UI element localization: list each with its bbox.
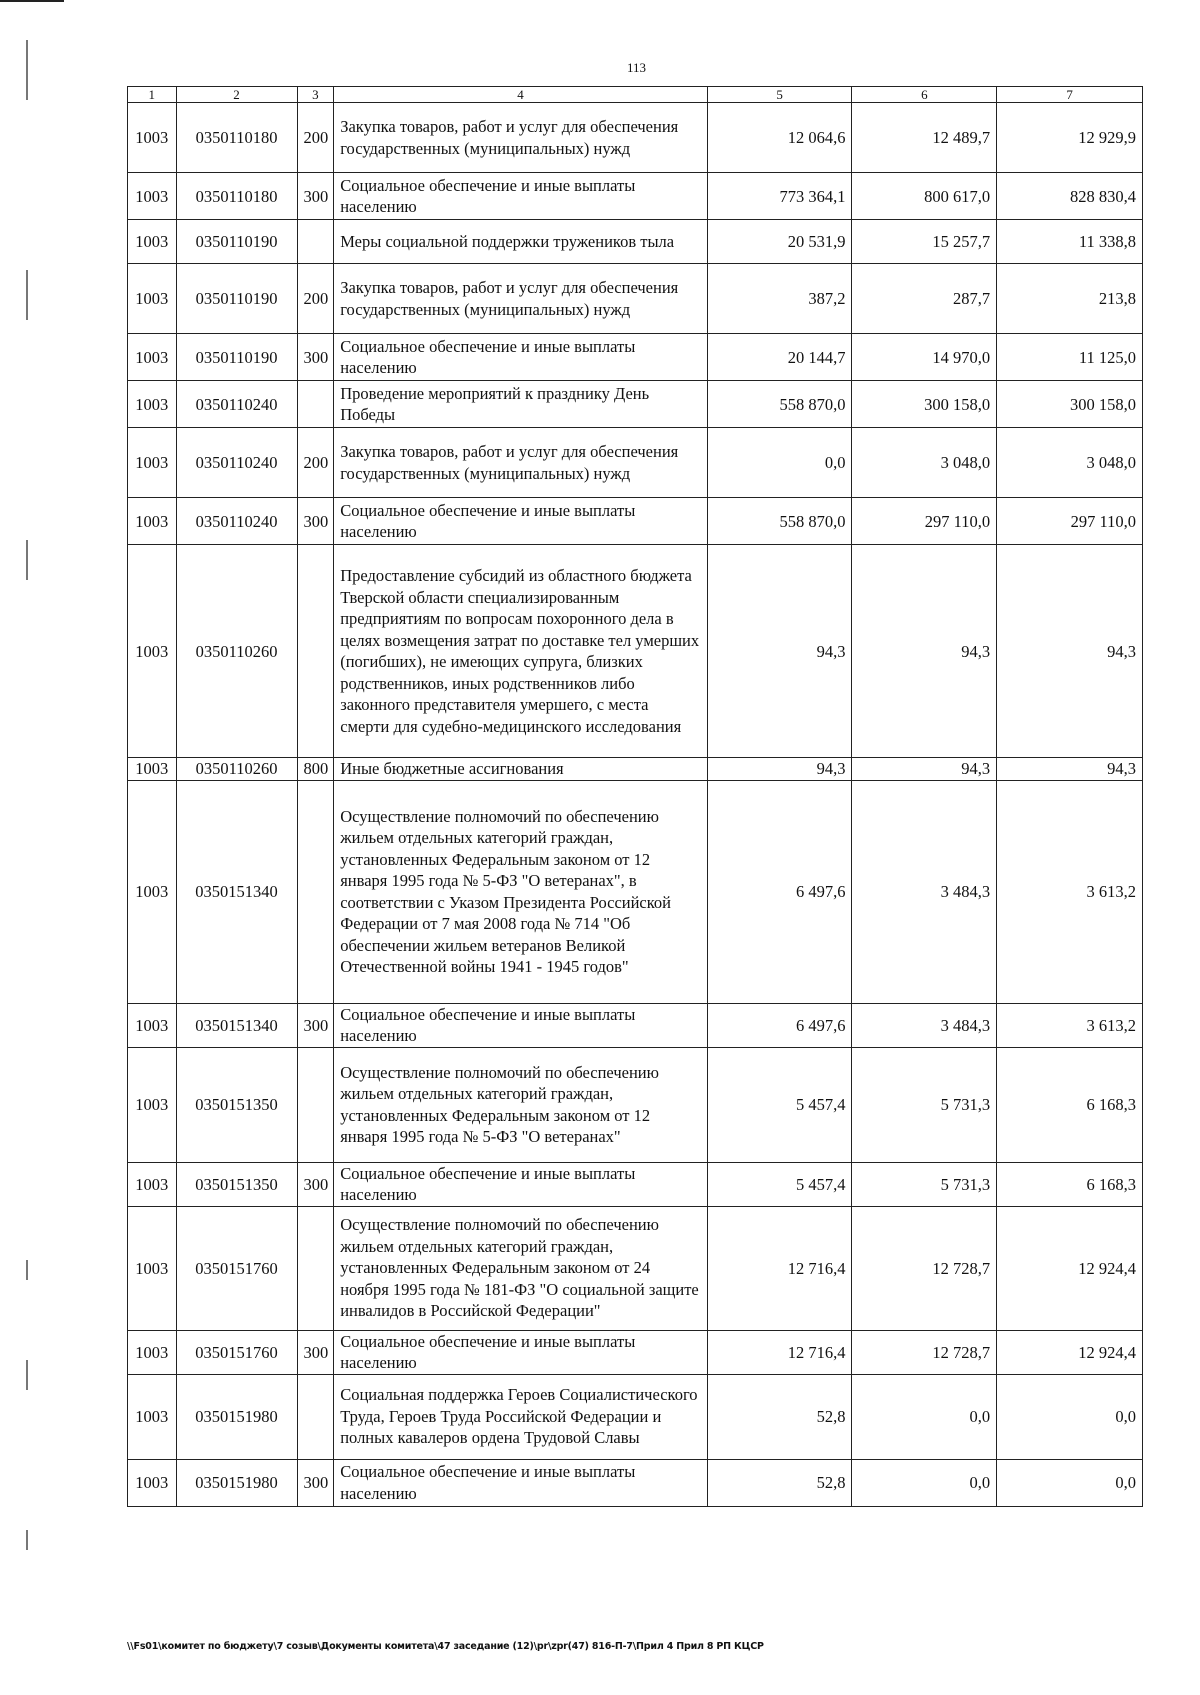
expense-type-code: 200: [297, 103, 334, 173]
header-col-4: 4: [334, 87, 708, 103]
expense-type-code: [297, 1374, 334, 1459]
amount-col-5: 387,2: [707, 264, 852, 334]
left-margin-scan-marks: [26, 30, 30, 1630]
amount-col-6: 297 110,0: [852, 498, 997, 545]
amount-col-5: 52,8: [707, 1459, 852, 1506]
expense-type-code: 300: [297, 498, 334, 545]
amount-col-7: 12 924,4: [997, 1330, 1143, 1374]
table-row: [128, 1459, 1143, 1506]
amount-col-7: 3 613,2: [997, 780, 1143, 1003]
page-number: 113: [626, 60, 647, 75]
expense-type-code: [297, 381, 334, 428]
section-code: 1003: [128, 1047, 177, 1162]
table-row: [128, 264, 1143, 334]
amount-col-5: 5 457,4: [707, 1047, 852, 1162]
item-description: Социальная поддержка Героев Социалистического Труда, Героев Труда Российской Федерации и полных кавалеров ордена Трудовой Славы: [334, 1374, 708, 1459]
item-description: Закупка товаров, работ и услуг для обеспечения государственных (муниципальных) нужд: [334, 264, 708, 334]
header-col-2: 2: [176, 87, 297, 103]
expense-type-code: 200: [297, 264, 334, 334]
top-border-line: [0, 0, 64, 2]
amount-col-7: 12 929,9: [997, 103, 1143, 173]
section-code: 1003: [128, 1330, 177, 1374]
item-description: Закупка товаров, работ и услуг для обеспечения государственных (муниципальных) нужд: [334, 428, 708, 498]
item-description: Социальное обеспечение и иные выплаты населению: [334, 498, 708, 545]
amount-col-6: 94,3: [852, 545, 997, 758]
expense-type-code: 300: [297, 1459, 334, 1506]
amount-col-6: 12 489,7: [852, 103, 997, 173]
expense-type-code: [297, 545, 334, 758]
section-code: 1003: [128, 1459, 177, 1506]
header-col-1: 1: [128, 87, 177, 103]
table-row: [128, 220, 1143, 264]
target-code: 0350110190: [176, 220, 297, 264]
item-description: Осуществление полномочий по обеспечению жильем отдельных категорий граждан, установленных Федеральным законом от 24 ноября 1995 года № 181-ФЗ "О социальной защите инвалидов в Российской Федерации": [334, 1206, 708, 1330]
expense-type-code: 800: [297, 758, 334, 781]
section-code: 1003: [128, 1162, 177, 1206]
section-code: 1003: [128, 1003, 177, 1047]
amount-col-5: 6 497,6: [707, 780, 852, 1003]
target-code: 0350110240: [176, 428, 297, 498]
amount-col-5: 558 870,0: [707, 381, 852, 428]
expense-type-code: 200: [297, 428, 334, 498]
amount-col-6: 14 970,0: [852, 334, 997, 381]
expense-type-code: [297, 220, 334, 264]
target-code: 0350110180: [176, 173, 297, 220]
section-code: 1003: [128, 334, 177, 381]
table-header: [128, 87, 1143, 103]
item-description: Меры социальной поддержки тружеников тыла: [334, 220, 708, 264]
expense-type-code: 300: [297, 1003, 334, 1047]
section-code: 1003: [128, 173, 177, 220]
section-code: 1003: [128, 780, 177, 1003]
amount-col-5: 20 144,7: [707, 334, 852, 381]
item-description: Социальное обеспечение и иные выплаты населению: [334, 1003, 708, 1047]
amount-col-7: 213,8: [997, 264, 1143, 334]
header-col-5: 5: [707, 87, 852, 103]
amount-col-7: 94,3: [997, 545, 1143, 758]
table-row: [128, 428, 1143, 498]
amount-col-6: 287,7: [852, 264, 997, 334]
item-description: Осуществление полномочий по обеспечению жильем отдельных категорий граждан, установленных Федеральным законом от 12 января 1995 года № 5-ФЗ "О ветеранах", в соответствии с Указом Президента Российской Федерации от 7 мая 2008 года № 714 "Об обеспечении жильем ветеранов Великой Отечественной войны 1941 - 1945 годов": [334, 780, 708, 1003]
amount-col-6: 3 484,3: [852, 780, 997, 1003]
table-row: [128, 334, 1143, 381]
target-code: 0350110190: [176, 334, 297, 381]
expense-type-code: 300: [297, 1330, 334, 1374]
table-row: [128, 103, 1143, 173]
amount-col-5: 94,3: [707, 758, 852, 781]
amount-col-7: 3 613,2: [997, 1003, 1143, 1047]
expense-type-code: [297, 1206, 334, 1330]
amount-col-6: 5 731,3: [852, 1162, 997, 1206]
amount-col-5: 558 870,0: [707, 498, 852, 545]
amount-col-6: 94,3: [852, 758, 997, 781]
target-code: 0350110180: [176, 103, 297, 173]
item-description: Осуществление полномочий по обеспечению жильем отдельных категорий граждан, установленных Федеральным законом от 12 января 1995 года № 5-ФЗ "О ветеранах": [334, 1047, 708, 1162]
amount-col-6: 0,0: [852, 1459, 997, 1506]
amount-col-7: 0,0: [997, 1374, 1143, 1459]
amount-col-7: 6 168,3: [997, 1047, 1143, 1162]
section-code: 1003: [128, 1374, 177, 1459]
amount-col-6: 300 158,0: [852, 381, 997, 428]
table-row: [128, 381, 1143, 428]
item-description: Социальное обеспечение и иные выплаты населению: [334, 334, 708, 381]
amount-col-7: 828 830,4: [997, 173, 1143, 220]
amount-col-7: 0,0: [997, 1459, 1143, 1506]
amount-col-6: 12 728,7: [852, 1330, 997, 1374]
item-description: Социальное обеспечение и иные выплаты населению: [334, 1330, 708, 1374]
table-row: [128, 173, 1143, 220]
amount-col-7: 300 158,0: [997, 381, 1143, 428]
table-row: [128, 1003, 1143, 1047]
item-description: Социальное обеспечение и иные выплаты населению: [334, 1162, 708, 1206]
target-code: 0350110260: [176, 758, 297, 781]
header-col-7: 7: [997, 87, 1143, 103]
item-description: Проведение мероприятий к празднику День Победы: [334, 381, 708, 428]
section-code: 1003: [128, 428, 177, 498]
amount-col-6: 800 617,0: [852, 173, 997, 220]
table-row: [128, 498, 1143, 545]
target-code: 0350151340: [176, 1003, 297, 1047]
target-code: 0350151980: [176, 1374, 297, 1459]
table-body: [128, 103, 1143, 1507]
expense-type-code: [297, 1047, 334, 1162]
section-code: 1003: [128, 264, 177, 334]
section-code: 1003: [128, 1206, 177, 1330]
table-row: [128, 1047, 1143, 1162]
amount-col-5: 6 497,6: [707, 1003, 852, 1047]
table-row: [128, 545, 1143, 758]
target-code: 0350151350: [176, 1162, 297, 1206]
expense-type-code: 300: [297, 1162, 334, 1206]
target-code: 0350151340: [176, 780, 297, 1003]
section-code: 1003: [128, 381, 177, 428]
header-col-3: 3: [297, 87, 334, 103]
footer-file-path: \\Fs01\комитет по бюджету\7 созыв\Документы комитета\47 заседание (12)\pr\zpr(47) 816-П-7\Прил 4 Прил 8 РП КЦСР: [127, 1641, 764, 1652]
table-row: [128, 1206, 1143, 1330]
target-code: 0350110260: [176, 545, 297, 758]
amount-col-5: 94,3: [707, 545, 852, 758]
amount-col-6: 3 048,0: [852, 428, 997, 498]
section-code: 1003: [128, 545, 177, 758]
amount-col-7: 94,3: [997, 758, 1143, 781]
item-description: Предоставление субсидий из областного бюджета Тверской области специализированным предприятиям по вопросам похоронного дела в целях возмещения затрат по доставке тел умерших (погибших), не имеющих супруга, близких родственников, иных родственников либо законного представителя умершего, с места смерти для судебно-медицинского исследования: [334, 545, 708, 758]
amount-col-5: 52,8: [707, 1374, 852, 1459]
section-code: 1003: [128, 758, 177, 781]
target-code: 0350151760: [176, 1206, 297, 1330]
target-code: 0350110240: [176, 498, 297, 545]
section-code: 1003: [128, 498, 177, 545]
table-row: [128, 758, 1143, 781]
amount-col-6: 3 484,3: [852, 1003, 997, 1047]
amount-col-5: 12 064,6: [707, 103, 852, 173]
amount-col-7: 6 168,3: [997, 1162, 1143, 1206]
amount-col-5: 20 531,9: [707, 220, 852, 264]
amount-col-5: 773 364,1: [707, 173, 852, 220]
table-row: [128, 1330, 1143, 1374]
amount-col-7: 3 048,0: [997, 428, 1143, 498]
target-code: 0350110190: [176, 264, 297, 334]
amount-col-7: 297 110,0: [997, 498, 1143, 545]
expense-type-code: 300: [297, 334, 334, 381]
item-description: Социальное обеспечение и иные выплаты населению: [334, 173, 708, 220]
section-code: 1003: [128, 103, 177, 173]
amount-col-6: 12 728,7: [852, 1206, 997, 1330]
amount-col-6: 15 257,7: [852, 220, 997, 264]
target-code: 0350151980: [176, 1459, 297, 1506]
item-description: Закупка товаров, работ и услуг для обеспечения государственных (муниципальных) нужд: [334, 103, 708, 173]
amount-col-5: 12 716,4: [707, 1206, 852, 1330]
table-row: [128, 1374, 1143, 1459]
amount-col-5: 0,0: [707, 428, 852, 498]
expense-type-code: 300: [297, 173, 334, 220]
amount-col-5: 12 716,4: [707, 1330, 852, 1374]
table-row: [128, 1162, 1143, 1206]
target-code: 0350151760: [176, 1330, 297, 1374]
amount-col-7: 11 338,8: [997, 220, 1143, 264]
target-code: 0350151350: [176, 1047, 297, 1162]
amount-col-7: 11 125,0: [997, 334, 1143, 381]
budget-table: [127, 86, 1143, 1507]
amount-col-5: 5 457,4: [707, 1162, 852, 1206]
section-code: 1003: [128, 220, 177, 264]
expense-type-code: [297, 780, 334, 1003]
amount-col-6: 5 731,3: [852, 1047, 997, 1162]
table-row: [128, 780, 1143, 1003]
amount-col-7: 12 924,4: [997, 1206, 1143, 1330]
amount-col-6: 0,0: [852, 1374, 997, 1459]
item-description: Социальное обеспечение и иные выплаты населению: [334, 1459, 708, 1506]
target-code: 0350110240: [176, 381, 297, 428]
item-description: Иные бюджетные ассигнования: [334, 758, 708, 781]
header-col-6: 6: [852, 87, 997, 103]
